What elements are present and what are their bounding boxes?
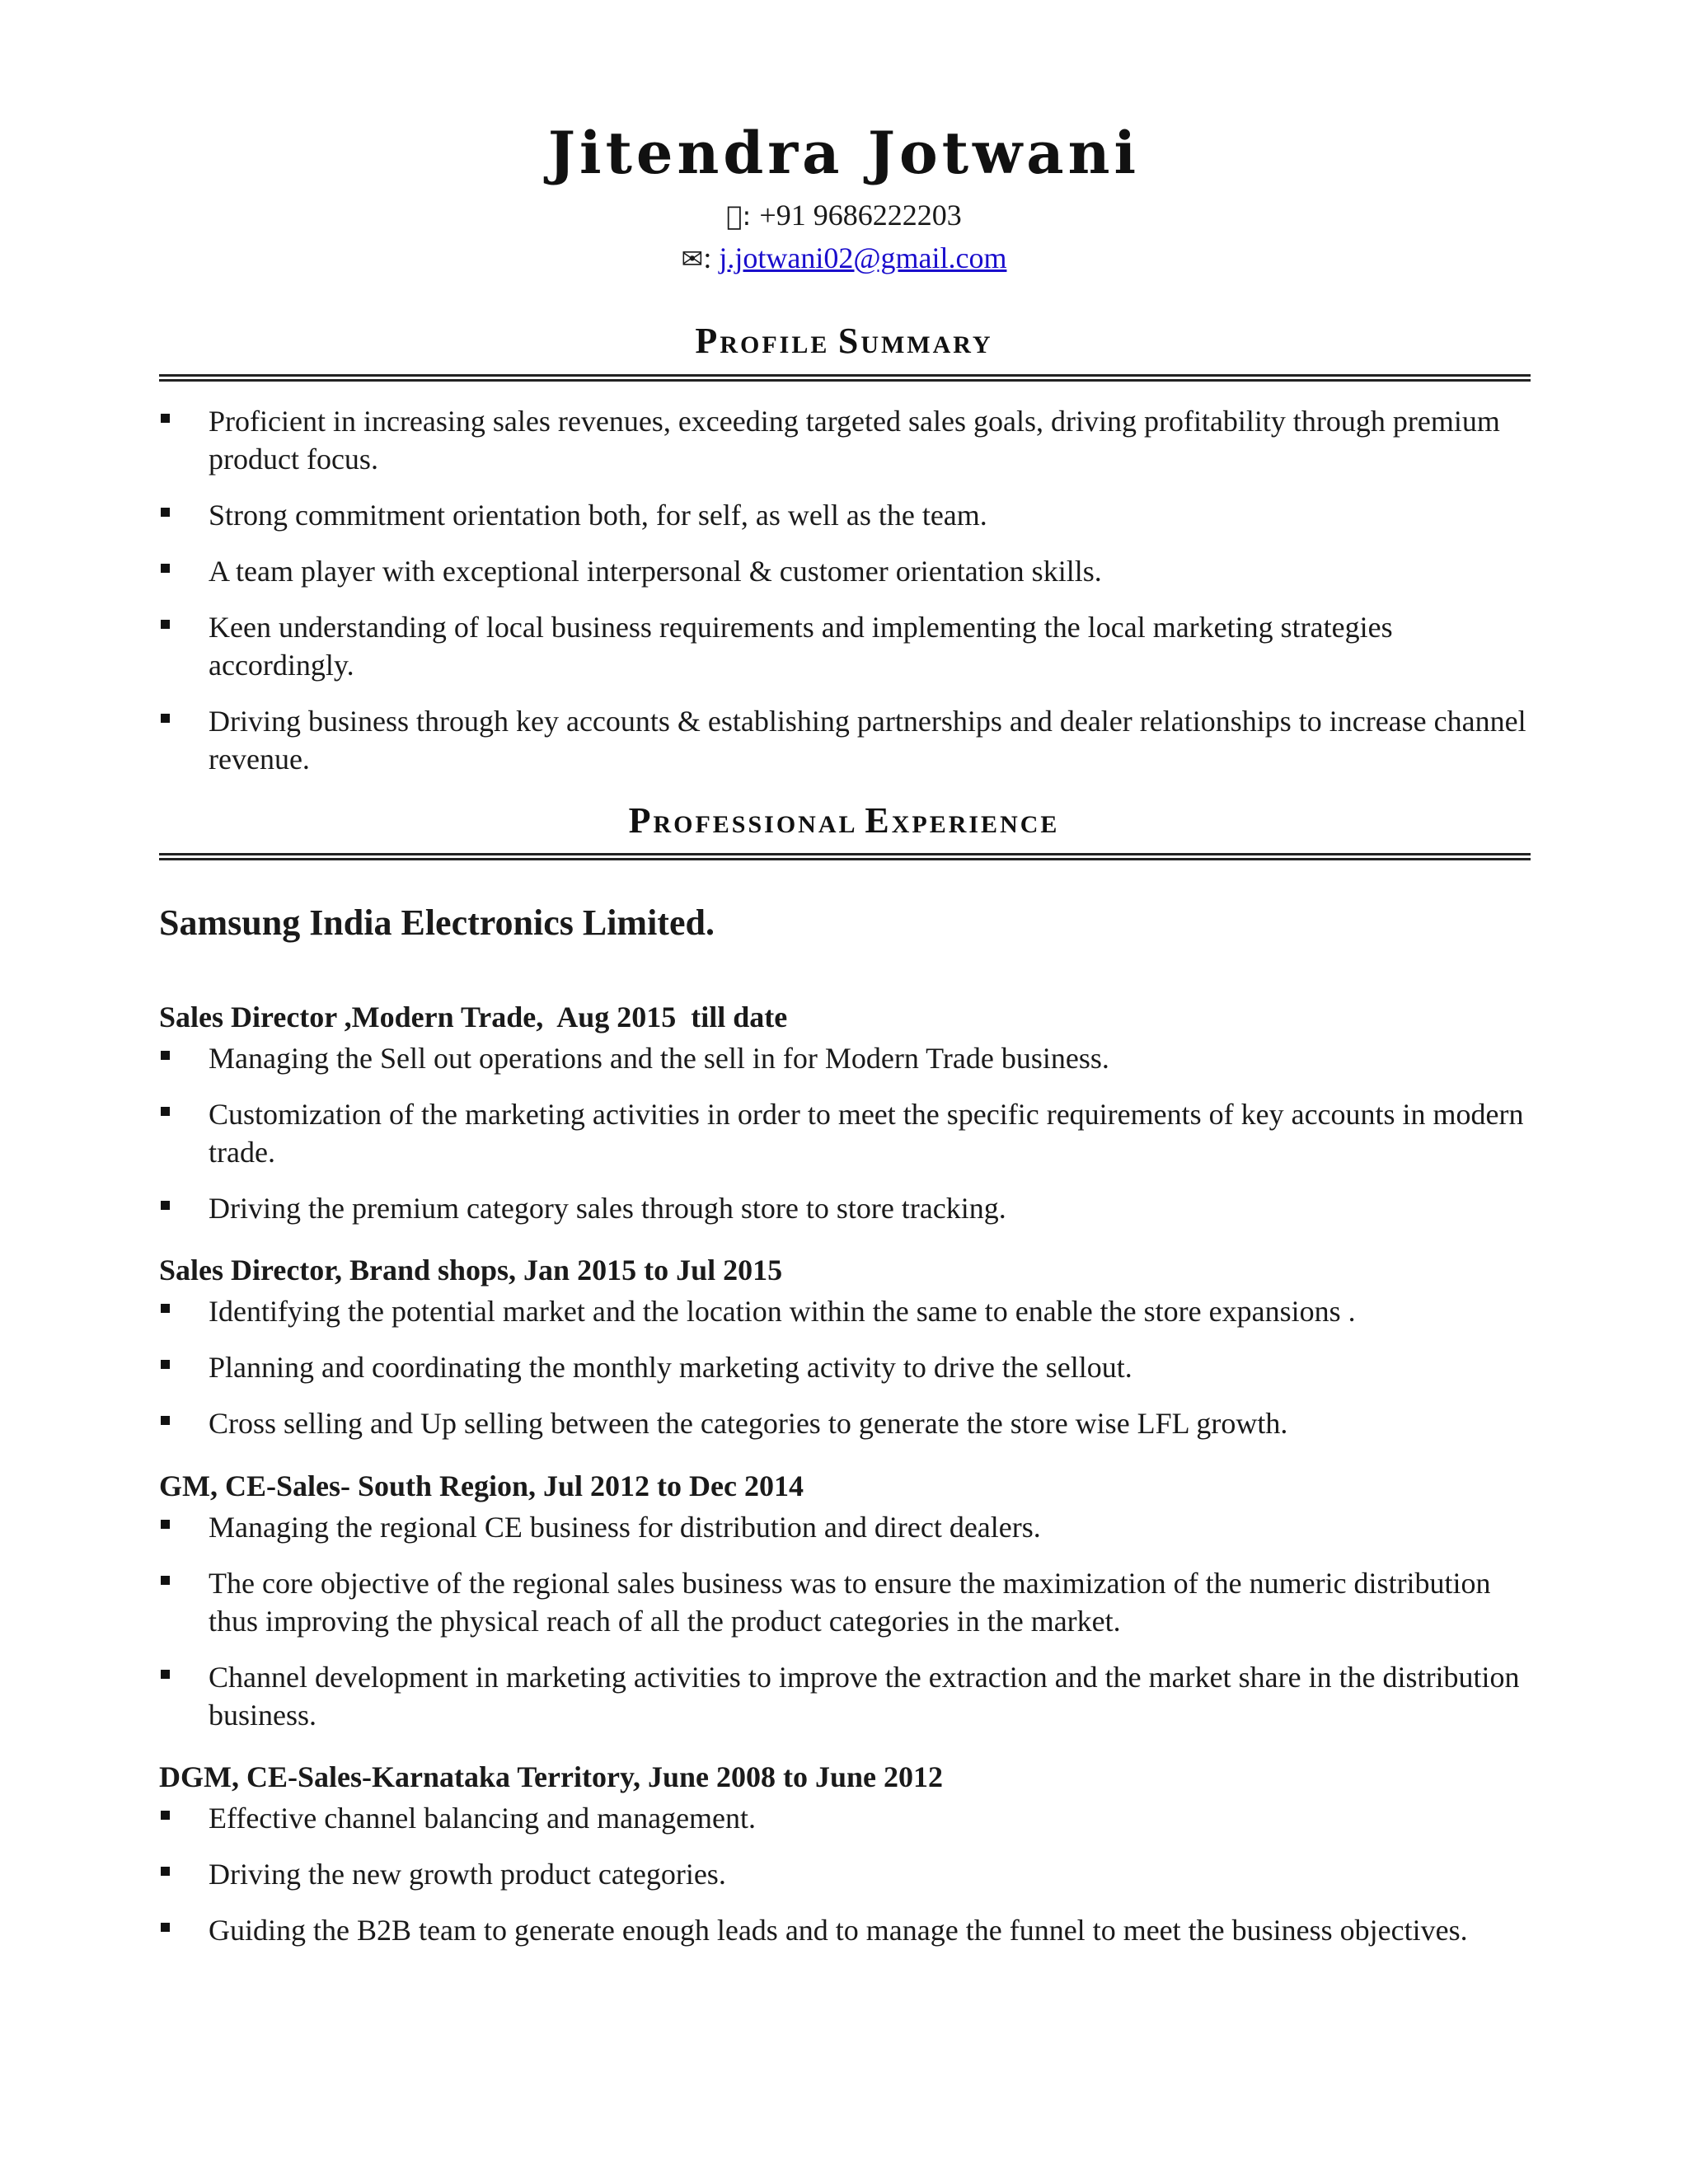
bullet-square-icon [161,1670,170,1679]
role-duties-list [159,1799,1531,1967]
bullet-square-icon [161,1304,170,1313]
bullet-square-icon [161,564,170,573]
bullet-square-icon [161,1576,170,1585]
list-item: Planning and coordinating the monthly marketing activity to drive the sellout. [159,1348,1531,1386]
section-divider [159,374,1531,382]
profile-summary-list [159,402,1531,796]
bullet-square-icon [161,1867,170,1876]
bullet-square-icon [161,1051,170,1060]
bullet-square-icon [161,1360,170,1369]
email-separator: : [703,241,720,274]
list-item: Cross selling and Up selling between the categories to generate the store wise LFL growth. [159,1404,1531,1442]
list-item: Effective channel balancing and management. [159,1799,1531,1837]
phone-line [0,196,1688,235]
list-item: Driving business through key accounts & establishing partnerships and dealer relationships to increase channel revenue. [159,702,1531,778]
list-item: The core objective of the regional sales business was to ensure the maximization of the numeric distribution thus improving the physical reach of all the product categories in the market. [159,1564,1531,1640]
list-item: Driving the new growth product categories. [159,1855,1531,1893]
bullet-square-icon [161,1923,170,1932]
list-item: Guiding the B2B team to generate enough leads and to manage the funnel to meet the business objectives. [159,1911,1531,1949]
role-title: DGM, CE-Sales-Karnataka Territory, June 2008 to June 2012 [159,1760,943,1793]
list-item: Driving the premium category sales through store to store tracking. [159,1189,1531,1227]
list-item: Channel development in marketing activities to improve the extraction and the market share in the distribution business. [159,1658,1531,1734]
professional-experience-heading: PROFESSIONAL EXPERIENCE [628,800,1060,841]
profile-summary-heading: PROFILE SUMMARY [695,321,993,361]
email-link[interactable]: j.jotwani02@gmail.com [719,241,1007,274]
bullet-square-icon [161,1520,170,1529]
role-duties-list [159,1508,1531,1752]
list-item: Customization of the marketing activities in order to meet the specific requirements of key accounts in modern trade. [159,1095,1531,1171]
email-line [0,239,1688,278]
phone-icon: : [734,200,752,232]
bullet-square-icon [161,620,170,629]
role-title: GM, CE-Sales- South Region, Jul 2012 to Dec 2014 [159,1469,804,1502]
bullet-square-icon [161,1107,170,1116]
candidate-name: Jitendra Jotwani [547,119,1141,187]
bullet-square-icon [161,1811,170,1820]
list-item: Managing the Sell out operations and the sell in for Modern Trade business. [159,1039,1531,1077]
role-title: Sales Director, Brand shops, Jan 2015 to Jul 2015 [159,1254,783,1286]
bullet-square-icon [161,1201,170,1210]
list-item: Identifying the potential market and the location within the same to enable the store expansions . [159,1292,1531,1330]
role-title: Sales Director ,Modern Trade, Aug 2015 till date [159,1001,788,1033]
list-item: Proficient in increasing sales revenues, exceeding targeted sales goals, driving profitability through premium product focus. [159,402,1531,478]
company-name: Samsung India Electronics Limited. [159,902,715,943]
bullet-square-icon [161,714,170,723]
envelope-icon: ✉ [681,243,704,274]
list-item: Strong commitment orientation both, for self, as well as the team. [159,496,1531,534]
phone-number: +91 9686222203 [751,199,954,232]
bullet-square-icon [161,1416,170,1425]
list-item: A team player with exceptional interpersonal & customer orientation skills. [159,552,1531,590]
section-divider [159,853,1531,860]
list-item: Managing the regional CE business for distribution and direct dealers. [159,1508,1531,1546]
role-duties-list [159,1039,1531,1245]
role-duties-list [159,1292,1531,1460]
bullet-square-icon [161,508,170,517]
bullet-square-icon [161,414,170,423]
list-item: Keen understanding of local business requirements and implementing the local marketing strategies accordingly. [159,608,1531,684]
